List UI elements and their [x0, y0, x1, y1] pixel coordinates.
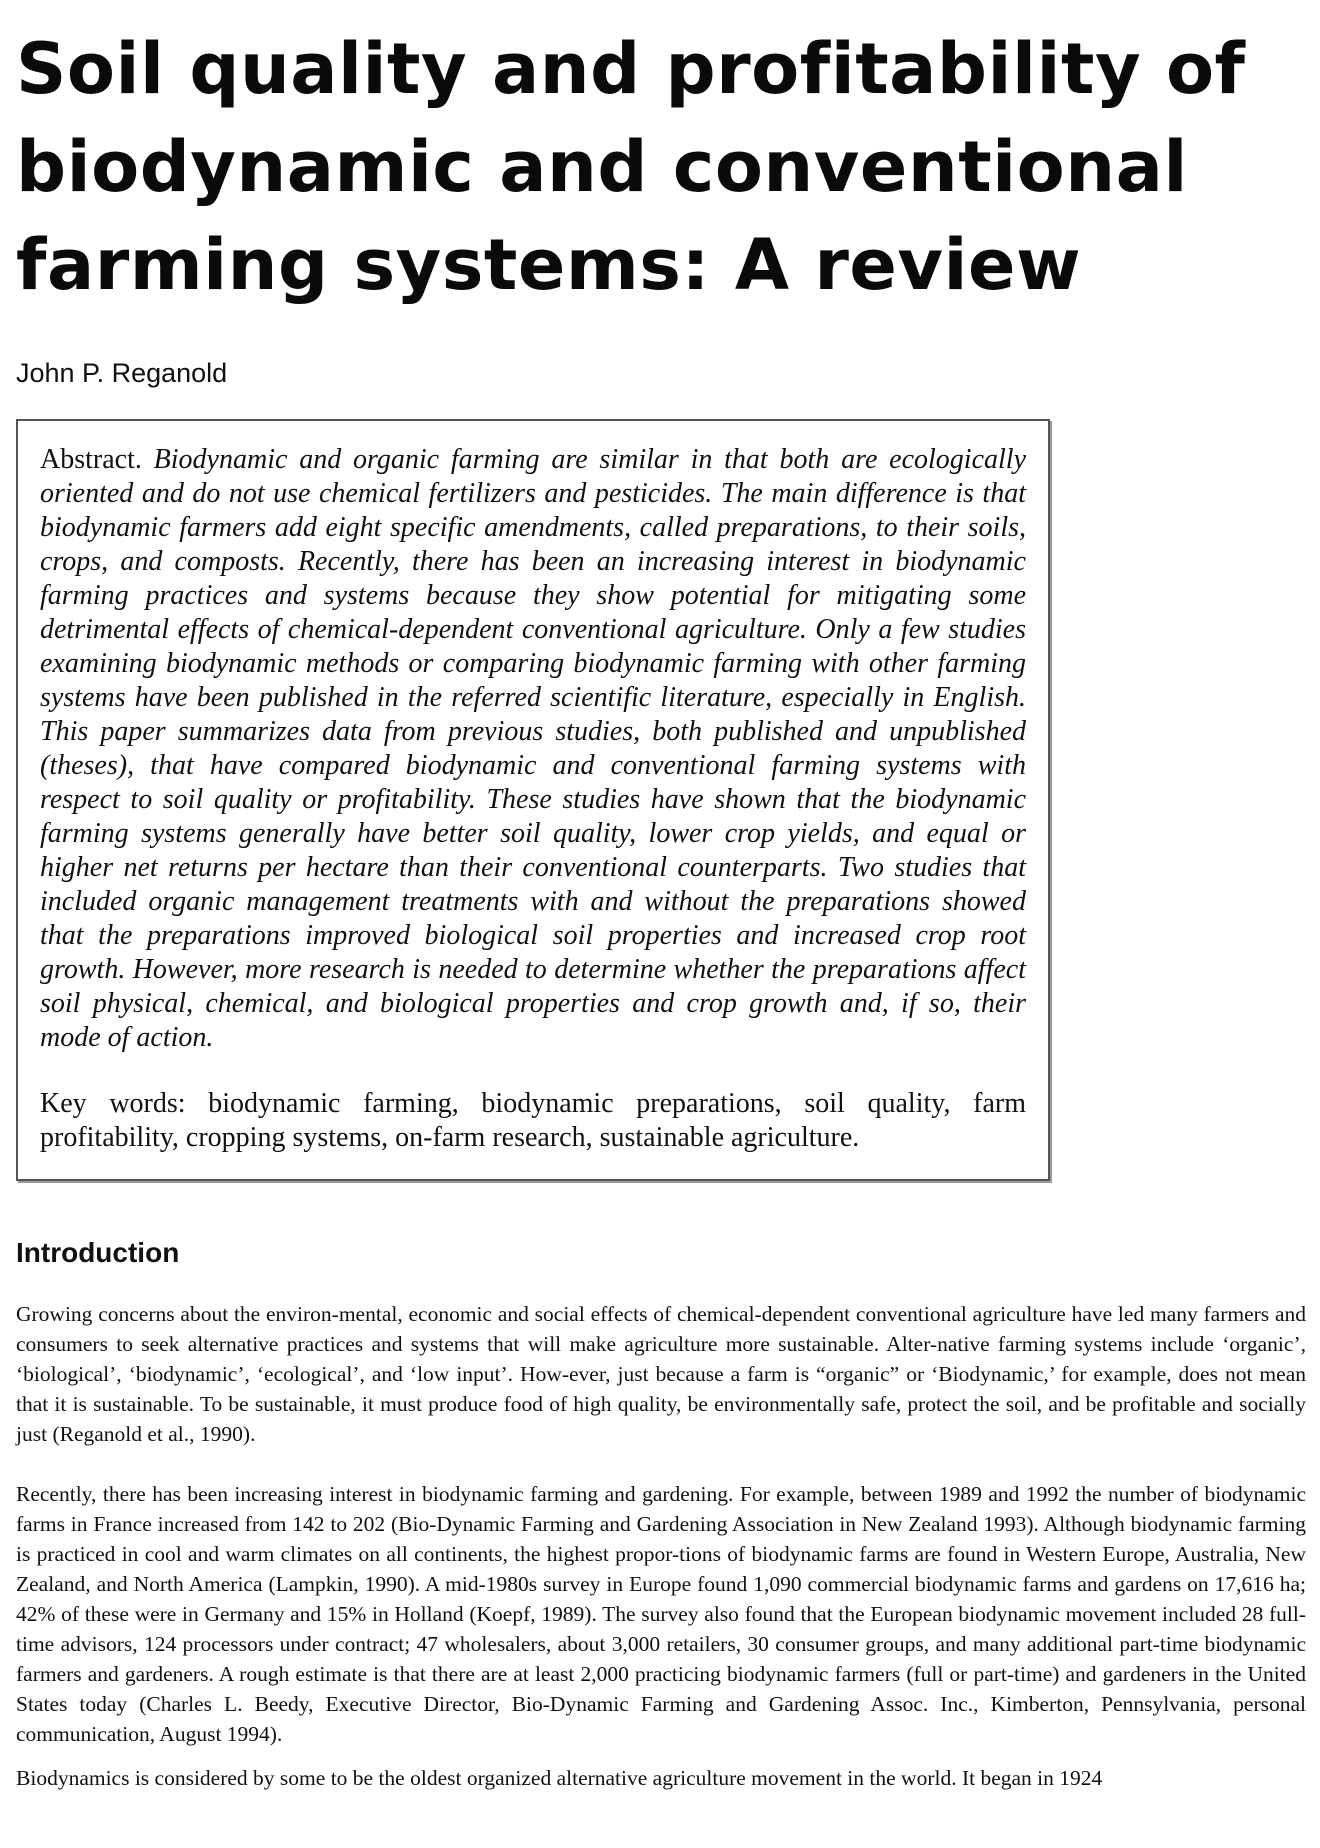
abstract-text: Biodynamic and organic farming are similar in that both are ecologically oriented and do not use chemical fertilizers and pesticides. The main difference is that biodynamic farmers add eight specific amendments, called preparations, to their soils, crops, and composts. Recently, there has been an increasing interest in biodynamic farming practices and systems because they show potential for mitigating some detrimental effects of chemical-dependent conventional agriculture. Only a few studies examining biodynamic methods or comparing biodynamic farming with other farming systems have been published in the referred scientific literature, especially in English. This paper summarizes data from previous studies, both published and unpublished (theses), that have compared biodynamic and conventional farming systems with respect to soil quality or profitability. These studies have shown that the biodynamic farming systems generally have better soil quality, lower crop yields, and equal or higher net returns per hectare than their conventional counterparts. Two studies that included organic management treatments with and without the preparations showed that the preparations improved biological soil properties and increased crop root growth. However, more research is needed to determine whether the preparations affect soil physical, chemical, and biological properties and crop growth and, if so, their mode of action.: [40, 444, 1027, 1053]
abstract-label: Abstract.: [40, 444, 142, 475]
body-paragraph: Growing concerns about the environ-mental, economic and social effects of chemical-dependent conventional agriculture have led many farmers and consumers to seek alternative practices and systems that will make agriculture more sustainable. Alter-native farming systems include ‘organic’, ‘biological’, ‘biodynamic’, ‘ecological’, and ‘low input’. How-ever, just because a farm is “organic” or ‘Biodynamic,’ for example, does not mean that it is sustainable. To be sustainable, it must produce food of high quality, be environmentally safe, protect the soil, and be profitable and socially just (Reganold et al., 1990).: [16, 1302, 1306, 1446]
title-line: biodynamic and conventional: [16, 126, 1188, 208]
section-heading-introduction: Introduction: [16, 1237, 180, 1268]
paper-page: [16, 20, 1306, 1793]
author-name: John P. Reganold: [16, 358, 228, 388]
paper-title: [16, 20, 1306, 314]
title-line: farming systems: A review: [16, 224, 1082, 306]
abstract-box: [16, 419, 1050, 1181]
title-line: Soil quality and profitability of: [16, 28, 1246, 110]
body-paragraph: Recently, there has been increasing interest in biodynamic farming and gardening. For example, between 1989 and 1992 the number of biodynamic farms in France increased from 142 to 202 (Bio-Dynamic Farming and Gardening Association in New Zealand 1993). Although biodynamic farming is practiced in cool and warm climates on all continents, the highest propor-tions of biodynamic farms are found in Western Europe, Australia, New Zealand, and North America (Lampkin, 1990). A mid-1980s survey in Europe found 1,090 commercial biodynamic farms and gardens on 17,616 ha; 42% of these were in Germany and 15% in Holland (Koepf, 1989). The survey also found that the European biodynamic movement included 28 full-time advisors, 124 processors under contract; 47 wholesalers, about 3,000 retailers, 30 consumer groups, and many additional part-time biodynamic farmers and gardeners. A rough estimate is that there are at least 2,000 practicing biodynamic farmers (full or part-time) and gardeners in the United States today (Charles L. Beedy, Executive Director, Bio-Dynamic Farming and Gardening Assoc. Inc., Kimberton, Pennsylvania, personal communication, August 1994).: [16, 1482, 1306, 1746]
body-paragraph: Biodynamics is considered by some to be the oldest organized alternative agriculture movement in the world. It began in 1924: [16, 1766, 1103, 1790]
keywords: Key words: biodynamic farming, biodynamic preparations, soil quality, farm profitability, cropping systems, on-farm research, sustainable agriculture.: [40, 1088, 1026, 1153]
abstract-paragraph: [40, 443, 1026, 1055]
